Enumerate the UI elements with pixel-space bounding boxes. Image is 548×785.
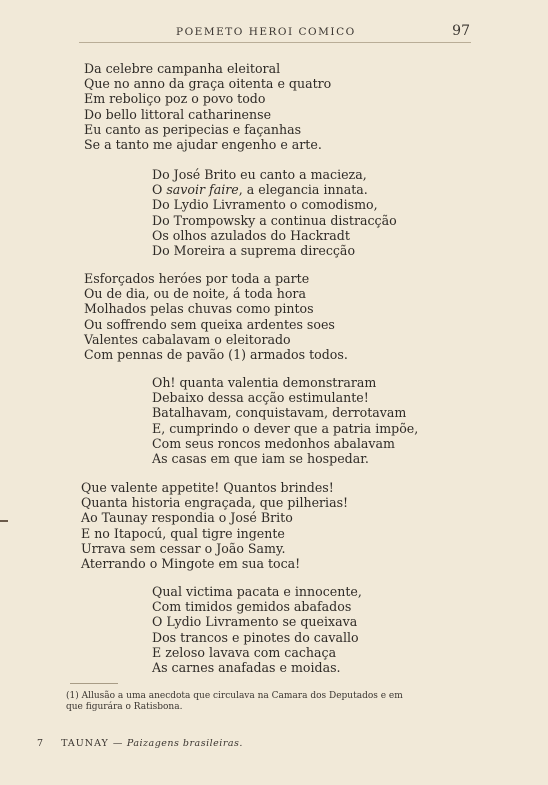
stanza-6: [152, 584, 362, 675]
verse-line: Do José Brito eu canto a macieza,: [152, 167, 367, 182]
verse-line: Que valente appetite! Quantos brindes!: [81, 480, 334, 495]
stanza-5: [81, 480, 348, 571]
stanza-4: [152, 375, 418, 466]
margin-mark: [0, 520, 8, 522]
page-footer: [37, 738, 243, 749]
verse-line: Se a tanto me ajudar engenho e arte.: [84, 137, 322, 153]
italic-phrase: savoir faire: [166, 182, 239, 198]
verse-line: As carnes anafadas e moidas.: [152, 660, 341, 676]
verse-line: Do Lydio Livramento o comodismo,: [152, 197, 378, 213]
verse-line: Do Trompowsky a continua distracção: [152, 212, 397, 228]
running-head: POEMETO HEROI COMICO: [176, 26, 356, 38]
verse-line: Do Moreira a suprema direcção: [152, 243, 356, 259]
verse-line: E, cumprindo o dever que a patria impõe,: [152, 420, 419, 436]
footnote-rule: [70, 683, 118, 684]
stanza-3: [84, 271, 348, 362]
verse-line: Aterrando o Mingote em sua toca!: [81, 556, 301, 572]
verse-line: Qual victima pacata e innocente,: [152, 584, 362, 599]
stanza-2: [152, 167, 397, 258]
verse-line: Ou de dia, ou de noite, á toda hora: [84, 286, 306, 302]
verse-line: Da celebre campanha eleitoral: [84, 61, 281, 76]
page-number: 97: [452, 23, 470, 39]
verse-line: Ou soffrendo sem queixa ardentes soes: [84, 316, 335, 332]
footer-title: Paizagens brasileiras.: [126, 738, 243, 749]
verse-line: Valentes cabalavam o eleitorado: [84, 331, 291, 347]
verse-line: Debaixo dessa acção estimulante!: [152, 390, 369, 406]
verse-line: Dos trancos e pinotes do cavallo: [152, 629, 359, 645]
verse-line: As casas em que iam se hospedar.: [152, 451, 369, 467]
verse-line: E zeloso lavava com cachaça: [152, 644, 337, 660]
verse-line: Urrava sem cessar o João Samy.: [81, 540, 286, 556]
verse-line: Batalhavam, conquistavam, derrotavam: [152, 405, 407, 421]
verse-line: Ao Taunay respondia o José Brito: [81, 510, 293, 526]
stanza-1: [84, 61, 331, 152]
verse-line: Do bello littoral catharinense: [84, 106, 272, 122]
verse-line: Com timidos gemidos abafados: [152, 599, 352, 615]
verse-line: Eu canto as peripecias e façanhas: [84, 121, 302, 137]
verse-line: Esforçados heróes por toda a parte: [84, 271, 310, 286]
page-header: [0, 22, 548, 44]
footer-author: TAUNAY —: [61, 738, 124, 749]
verse-line: Em reboliço poz o povo todo: [84, 91, 266, 107]
footnote-line: que figurára o Ratisbona.: [66, 702, 183, 712]
verse-line: Oh! quanta valentia demonstraram: [152, 375, 377, 390]
verse-line: Os olhos azulados do Hackradt: [152, 227, 350, 243]
verse-line: Quanta historia engraçada, que pilherias!: [81, 495, 349, 511]
footnote: [66, 691, 476, 713]
verse-line: Com pennas de pavão (1) armados todos.: [84, 347, 348, 363]
verse-line: Molhados pelas chuvas como pintos: [84, 301, 314, 317]
verse-line: Que no anno da graça oitenta e quatro: [84, 76, 332, 92]
verse-line: O Lydio Livramento se queixava: [152, 614, 358, 630]
printer-signature: 7: [37, 738, 44, 749]
verse-line: Com seus roncos medonhos abalavam: [152, 435, 395, 451]
header-rule: [79, 42, 471, 43]
verse-line: E no Itapocú, qual tigre ingente: [81, 525, 285, 541]
footnote-line: (1) Allusão a uma anecdota que circulava na Camara dos Deputados e em: [66, 691, 403, 701]
verse-line: O savoir faire, a elegancia innata.: [152, 182, 368, 198]
